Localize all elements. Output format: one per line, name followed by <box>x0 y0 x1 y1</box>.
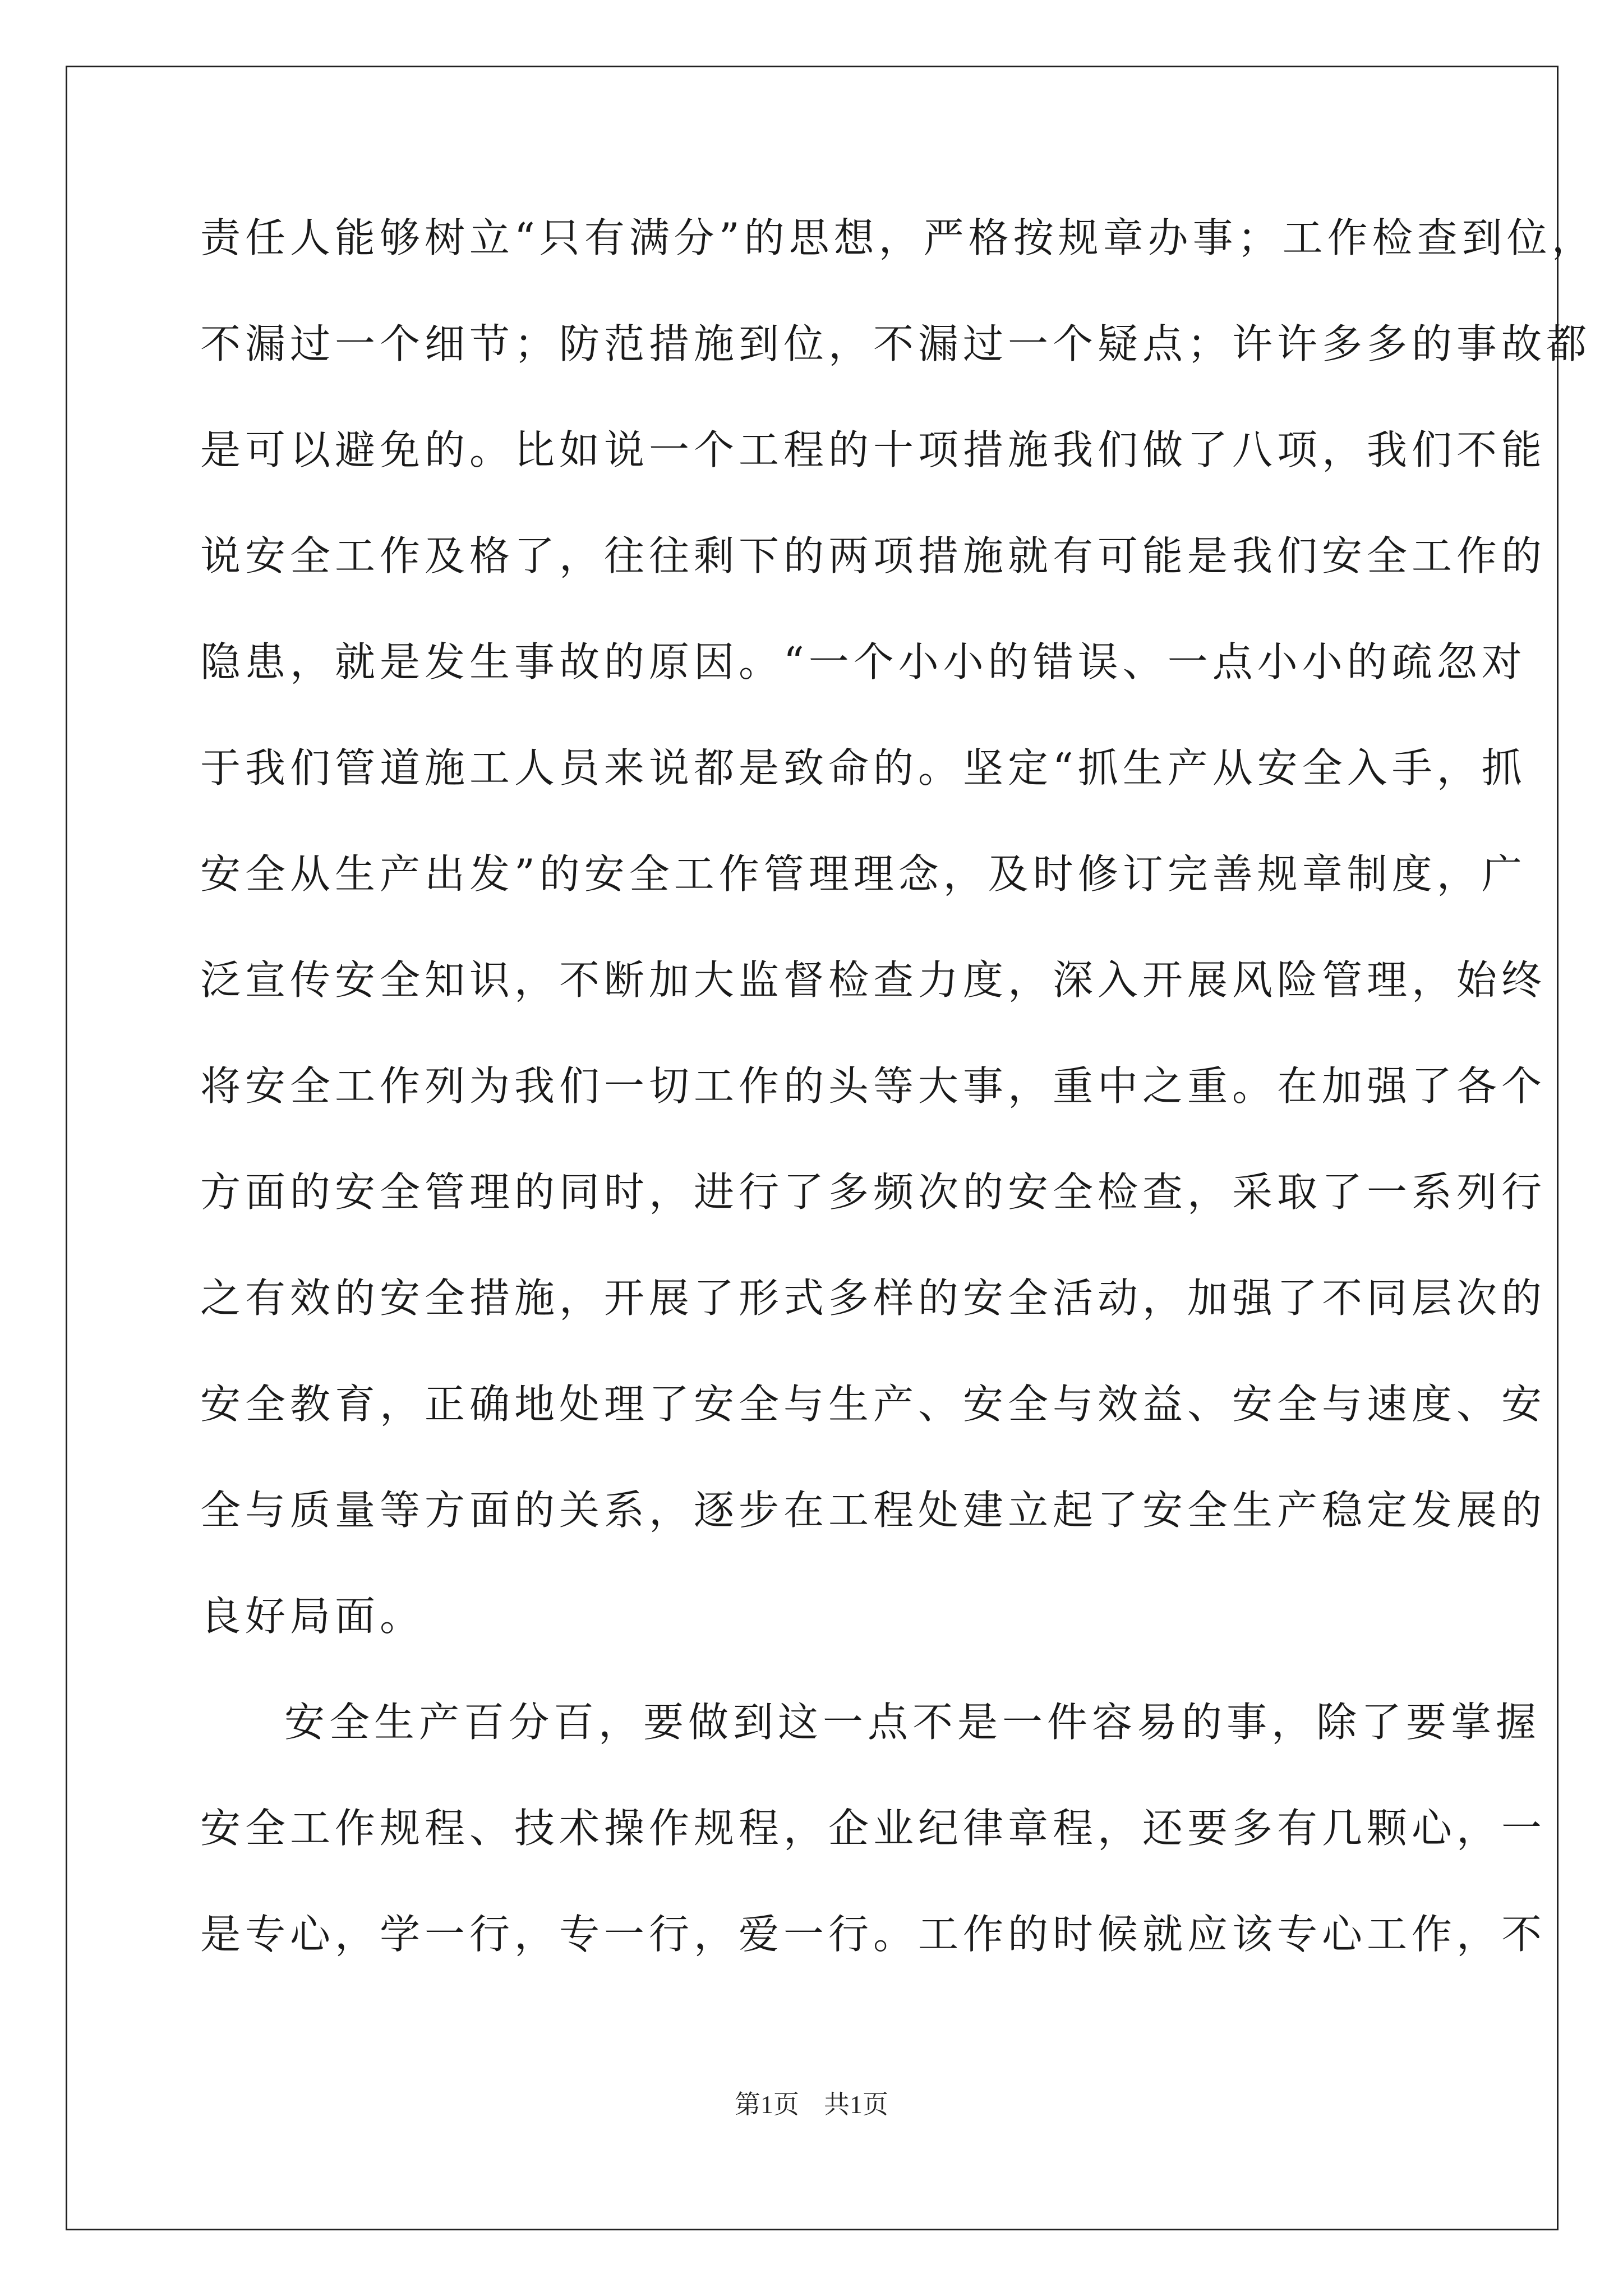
page-number: 第1页 <box>735 2090 799 2119</box>
page-total: 共1页 <box>824 2090 888 2119</box>
text-line: 安全工作规程、技术操作规程，企业纪律章程，还要多有几颗心，一 <box>200 1805 1547 1852</box>
text-line: 是可以避免的。比如说一个工程的十项措施我们做了八项，我们不能 <box>200 426 1547 473</box>
text-line: 之有效的安全措施，开展了形式多样的安全活动，加强了不同层次的 <box>200 1274 1547 1322</box>
document-body <box>200 210 1597 2012</box>
text-line: 全与质量等方面的关系，逐步在工程处建立起了安全生产稳定发展的 <box>200 1487 1547 1534</box>
text-line-paragraph-start: 安全生产百分百，要做到这一点不是一件容易的事，除了要掌握 <box>284 1699 1541 1746</box>
text-line: 将安全工作列为我们一切工作的头等大事，重中之重。在加强了各个 <box>200 1062 1547 1110</box>
text-line-paragraph-end: 良好局面。 <box>200 1593 425 1640</box>
text-line: 是专心，学一行，专一行，爱一行。工作的时候就应该专心工作，不 <box>200 1911 1547 1958</box>
text-line: 安全教育，正确地处理了安全与生产、安全与效益、安全与速度、安 <box>200 1381 1547 1428</box>
text-line: 泛宣传安全知识，不断加大监督检查力度，深入开展风险管理，始终 <box>200 956 1547 1004</box>
text-line: 责任人能够树立“只有满分”的思想，严格按规章办事；工作检查到位， <box>200 214 1597 261</box>
text-line: 不漏过一个细节；防范措施到位，不漏过一个疑点；许许多多的事故都 <box>200 320 1592 367</box>
page-footer <box>0 2088 1623 2122</box>
text-line: 于我们管道施工人员来说都是致命的。坚定“抓生产从安全入手，抓 <box>200 744 1527 792</box>
text-line: 方面的安全管理的同时，进行了多频次的安全检查，采取了一系列行 <box>200 1168 1547 1216</box>
text-line: 安全从生产出发”的安全工作管理理念，及时修订完善规章制度，广 <box>200 850 1527 898</box>
text-line: 隐患，就是发生事故的原因。“一个小小的错误、一点小小的疏忽对 <box>200 638 1527 685</box>
text-line: 说安全工作及格了，往往剩下的两项措施就有可能是我们安全工作的 <box>200 532 1547 579</box>
